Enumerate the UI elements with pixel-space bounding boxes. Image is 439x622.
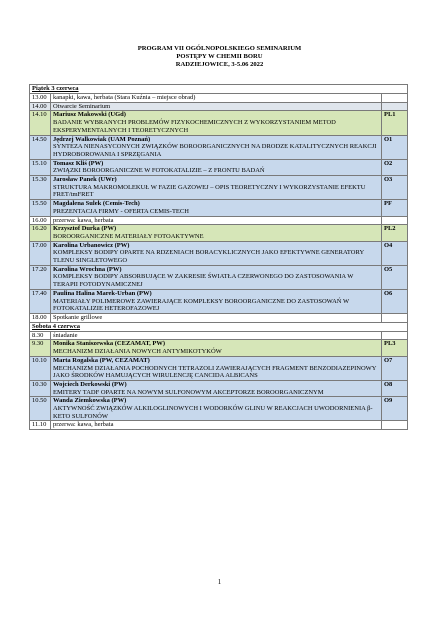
content-cell: Spotkanie grillowe [51,313,382,322]
talk-code: O6 [382,289,408,313]
time-cell: 17.40 [30,289,51,313]
time-cell: 17.20 [30,265,51,289]
talk-code: PL2 [382,225,408,241]
talk-title: PREZENTACJA FIRMY - OFERTA CEMIS-TECH [53,207,189,215]
talk-code: O4 [382,241,408,265]
content-cell [51,265,382,289]
program-table [29,84,408,430]
talk-code [382,421,408,430]
content-cell: przerwa: kawa, herbata [51,216,382,225]
venue-date: RADZIEJOWICE, 3-5.06 2022 [175,61,264,68]
schedule-row [30,421,408,430]
talk-row [30,176,408,200]
talk-title: AKTYWNOŚĆ ZWIĄZKÓW ALKILOGLINOWYCH I WODORKÓW GLINU W REAKCJACH UWODORNIENIA β-KETO SULFONÓW [53,405,373,420]
time-cell: 10.30 [30,380,51,396]
time-cell: 16.20 [30,225,51,241]
talk-row [30,397,408,421]
talk-code [382,94,408,103]
talk-row [30,380,408,396]
day-header-cell [30,322,408,331]
talk-title: ZWIĄZKI BOROORGANICZNE W FOTOKATALIZIE – Z FRONTU BADAŃ [53,167,265,175]
talk-code [382,216,408,225]
day-header-row [30,322,408,331]
speaker-name: Karolina Wrochna (PW) [53,265,122,273]
time-cell: 10.10 [30,356,51,380]
time-cell: 11.10 [30,421,51,430]
content-cell [51,225,382,241]
talk-row [30,200,408,216]
content-cell [51,200,382,216]
program-title: PROGRAM VII OGÓLNOPOLSKIEGO SEMINARIUM [137,45,302,52]
content-cell: Otwarcie Seminarium [51,102,382,111]
talk-title: MECHANIZM DZIAŁANIA POCHODNYCH TETRAZOLI ZAWIERAJĄCYCH FRAGMENT BENZODIAZEPINOWY JAKO ŚRODKÓW HAMUJĄCYCH WIRULENCJĘ CANCIDA ALBICANS [53,364,377,380]
speaker-name: Monika Staniszewska (CEZAMAT, PW) [53,340,166,348]
content-cell [51,176,382,200]
time-cell: 15.10 [30,159,51,175]
talk-row [30,159,408,175]
talk-row [30,135,408,159]
time-cell: 16.00 [30,216,51,225]
talk-title: MECHANIZM DZIAŁANIA NOWYCH ANTYMIKOTYKÓW [53,348,222,356]
talk-row [30,111,408,135]
talk-title: SYNTEZA NIENASYCONYCH ZWIĄZKÓW BOROORGANICZNYCH NA DRODZE KATALITYCZNYCH REAKCJI HYDROBOROWANIA I SPRZĘGANIA [53,143,377,158]
time-cell: 17.00 [30,241,51,265]
content-cell [51,340,382,356]
time-cell: 13.00 [30,94,51,103]
time-cell: 15.50 [30,200,51,216]
content-cell [51,397,382,421]
seminar-name: POSTĘPY W CHEMII BORU [176,53,263,60]
content-cell [51,380,382,396]
time-cell: 10.50 [30,397,51,421]
time-cell: 8.30 [30,331,51,340]
time-cell: 18.00 [30,313,51,322]
talk-code: O1 [382,135,408,159]
talk-title: EMITERY TADF OPARTE NA NOWYM SULFONOWYM AKCEPTORZE BOROORGANICZNYM [53,388,324,396]
content-cell: śniadanie [51,331,382,340]
time-cell: 15.30 [30,176,51,200]
talk-row [30,289,408,313]
talk-code: PL1 [382,111,408,135]
speaker-name: Magdalena Sulek (Cemis-Tech) [53,200,140,208]
talk-code [382,313,408,322]
schedule-row [30,313,408,322]
content-cell [51,356,382,380]
page-number: 1 [217,578,222,586]
talk-title: KOMPLEKSY BODIPY OPARTE NA RDZENIACH BORACYKLICZNYCH JAKO EFEKTYWNE GENERATORY TLENU SINGLETOWEGO [53,249,364,265]
content-cell [51,135,382,159]
talk-code: O5 [382,265,408,289]
day-header-cell [30,85,408,94]
talk-code: O9 [382,397,408,421]
speaker-name: Wanda Ziemkowska (PW) [53,397,127,405]
talk-row [30,225,408,241]
speaker-name: Krzysztof Durka (PW) [53,225,117,233]
time-cell: 14.00 [30,102,51,111]
talk-code: PF [382,200,408,216]
day-label: Sobota 4 czerwca [32,322,81,330]
talk-title: STRUKTURA MAKROMOLEKUŁ W FAZIE GAZOWEJ – OPIS TEORETYCZNY I WYKORZYSTANIE EFEKTU FRET/tmFRET [53,183,366,199]
schedule-row [30,331,408,340]
time-cell: 14.10 [30,111,51,135]
content-cell: przerwa: kawa, herbata [51,421,382,430]
talk-code: PL3 [382,340,408,356]
day-header-row [30,85,408,94]
time-cell: 14.50 [30,135,51,159]
talk-code: O7 [382,356,408,380]
speaker-name: Marta Rogalska (PW, CEZAMAT) [53,356,150,364]
talk-title: KOMPLEKSY BODIPY ABSORBUJĄCE W ZAKRESIE ŚWIATŁA CZERWONEGO DO ZASTOSOWANIA W TERAPII FOTODYNAMICZNEJ [53,273,354,289]
speaker-name: Jędrzej Walkowiak (UAM Poznań) [53,135,151,143]
content-cell [51,159,382,175]
content-cell [51,111,382,135]
content-cell: kanapki, kawa, herbata (Stara Kuźnia – miejsce obrad) [51,94,382,103]
speaker-name: Paulina Halina Marek-Urban (PW) [53,289,152,297]
speaker-name: Jarosław Panek (UWr) [53,176,117,184]
speaker-name: Wojciech Derkowski (PW) [53,380,127,388]
talk-row [30,356,408,380]
talk-row [30,340,408,356]
talk-code: O2 [382,159,408,175]
speaker-name: Mariusz Makowski (UGd) [53,111,126,119]
program-table-body [30,85,408,430]
schedule-row [30,102,408,111]
talk-code: O8 [382,380,408,396]
talk-title: MATERIAŁY POLIMEROWE ZAWIERAJĄCE KOMPLEKSY BOROORGANICZNE DO ZASTOSOWAŃ W FOTOKATALIZIE HETEROFAZOWEJ [53,297,350,313]
talk-code: O3 [382,176,408,200]
talk-code [382,102,408,111]
time-cell: 9.30 [30,340,51,356]
schedule-row [30,216,408,225]
talk-title: BADANIE WYBRANYCH PROBLEMÓW FIZYKOCHEMICZNYCH Z WYKORZYSTANIEM METOD EKSPERYMENTALNYCH I TEORETYCZNYCH [53,119,336,134]
day-label: Piątek 3 czerwca [32,85,79,92]
speaker-name: Tomasz Kliś (PW) [53,159,104,167]
speaker-name: Karolina Urbanowicz (PW) [53,241,130,249]
content-cell [51,241,382,265]
talk-row [30,265,408,289]
schedule-row [30,94,408,103]
talk-title: BOROORGANICZNE MATERIAŁY FOTOAKTYWNE [53,232,204,240]
content-cell [51,289,382,313]
talk-code [382,331,408,340]
talk-row [30,241,408,265]
